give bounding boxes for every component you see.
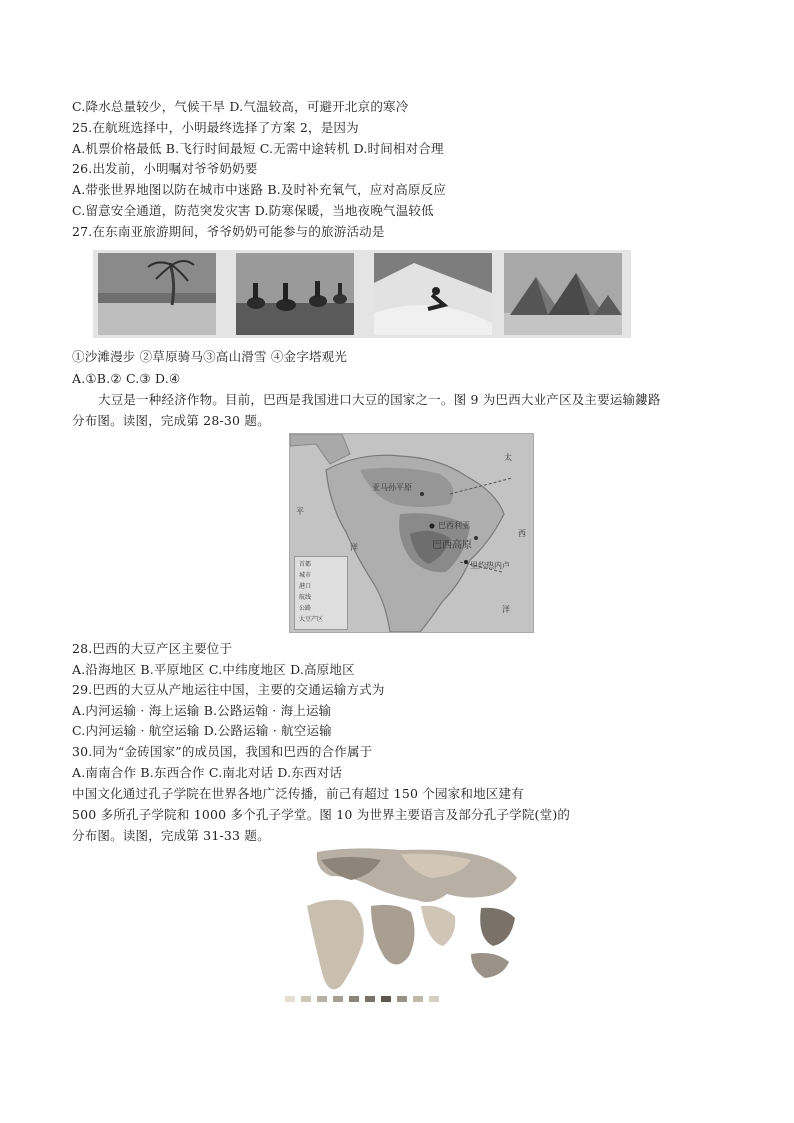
confucius-intro-line2: 500 多所孔子学院和 1000 多个孔子学堂。图 10 为世界主要语言及部分孔子学院(堂)的 [72,807,571,822]
label-brazil-plateau: 巴西高原 [432,540,472,551]
brazil-intro-line2: 分布图。读图，完成第 28-30 题。 [72,413,270,428]
label-ocean-right: 西 [518,529,526,538]
legend-highway: 公路 [299,605,312,612]
q27-options: A.①B.② C.③ D.④ [72,371,181,386]
map-legend [294,556,348,630]
q26-options-cd: C.留意安全通道，防范突发灾害 D.防寒保暖，当地夜晚气温较低 [72,203,434,218]
photo-mountain-skiing [374,253,492,335]
brazil-soybean-map [289,433,534,633]
label-ocean-top: 太 [504,453,512,462]
confucius-intro-line1: 中国文化通过孔子学院在世界各地广泛传播，前己有超过 150 个园家和地区建有 [72,786,524,801]
q29-options-cd: C.内河运输 · 航空运输 D.公路运输 · 航空运输 [72,723,332,738]
legend-city: 城市 [299,572,312,579]
confucius-intro-line3: 分布图。读图，完成第 31-33 题。 [72,828,270,843]
q25-stem: 25.在航班选择中，小明最终选择了方案 2，是因为 [72,120,359,135]
brazil-intro-line1: 大豆是一种经济作物。目前，巴西是我国进口大豆的国家之一。图 9 为巴西大业产区及主要运输鏤路 [98,392,661,407]
label-brasilia: 巴西利亚 [438,521,470,530]
q29-options-ab: A.内河运输 · 海上运输 B.公路运翰 · 海上运输 [72,703,332,718]
q27-stem: 27.在东南亚旅游期间，爷爷奶奶可能参与的旅游活动是 [72,224,385,239]
q28-options: A.沿海地区 B.平原地区 C.中纬度地区 D.高原地区 [72,662,355,677]
photo-beach-walk [98,253,216,335]
world-language-map [271,846,529,1006]
q24-options-cd: C.降水总量较少，气候干旱 D.气温较高，可避开北京的寒冷 [72,99,409,114]
q28-stem: 28.巴西的大豆产区主要位于 [72,641,233,656]
q26-options-ab: A.带张世界地图以防在城市中迷路 B.及时补充氧气，应对高原反应 [72,182,447,197]
label-ocean-bottom-left: 洋 [350,543,358,552]
label-rio: 里约热内卢 [470,561,510,570]
legend-soybean-area: 大豆产区 [299,616,324,623]
photo-pyramids [504,253,622,335]
label-ocean-left: 平 [296,507,304,516]
q26-stem: 26.出发前，小明嘱对爷爷奶奶要 [72,161,258,176]
label-ocean-bottom-right: 洋 [502,605,510,614]
legend-port: 港口 [299,583,312,590]
q27-activity-list: ①沙滩漫步 ②草原骑马③高山滑雪 ④金字塔观光 [72,349,348,364]
q30-stem: 30.同为“金砖国家”的成员国，我国和巴西的合作属于 [72,744,373,759]
q29-stem: 29.巴西的大豆从产地运往中国，主要的交通运输方式为 [72,682,385,697]
q25-options: A.机票价格最低 B.飞行时间最短 C.无需中途转机 D.时间相对合理 [72,141,444,156]
q30-options: A.南南合作 B.东西合作 C.南北对话 D.东西对话 [72,765,343,780]
legend-capital: 首都 [299,561,312,568]
photo-grassland-riding [236,253,354,335]
legend-shipping-route: 航线 [299,594,312,601]
label-amazon-plain: 亚马孙平原 [372,483,412,492]
